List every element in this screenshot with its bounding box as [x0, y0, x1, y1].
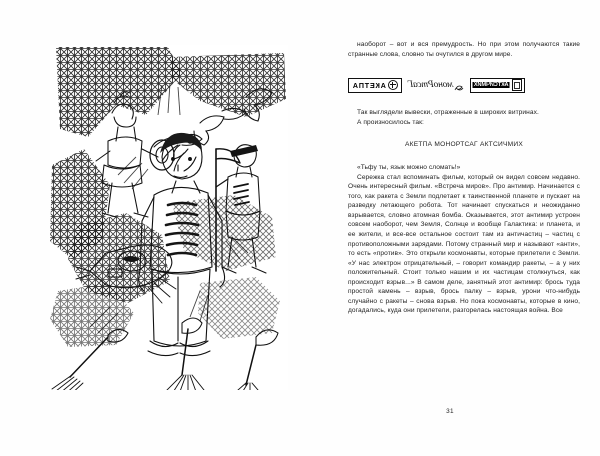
gastronom-sign — [408, 80, 464, 90]
spacer — [348, 95, 580, 108]
spacer — [348, 150, 580, 163]
right-page — [300, 0, 600, 456]
swirl-flourish-icon — [454, 80, 464, 90]
paragraph-pronounced-as: А произносилось так: — [357, 118, 424, 126]
spacer — [348, 127, 580, 140]
himchistka-sign — [470, 78, 525, 93]
himchistka-sign-label: АКТСИЧМИХ — [474, 82, 509, 89]
mirrored-words-line: АКЕТПА МОНОРТСАГ АКТСИЧМИХ — [405, 141, 523, 149]
paragraph-continuation: наоборот – вот и вся премудрость. Но при этом получаются такие странные слова, словно ты очутился в другом мире. — [348, 41, 580, 58]
page-number: 31 — [446, 408, 454, 415]
gastronom-sign-label: моноРтсаГ — [407, 80, 454, 91]
spacer — [348, 59, 580, 75]
text-column — [348, 40, 580, 316]
paragraph-main-story: Сережка стал вспоминать фильм, который он видел совсем недавно. Очень интересный фильм. «Встреча миров». Про антимир. Начинается с того, как ракета с Земли подлетает к таинственной планете и пускает на разведку летающего робота. Тот начинает спускаться и неожиданно взрывается, словно атомная бомба. Оказывается, этот антимир устроен совсем наоборот, чем Земля, Солнце и вообще Галактика: и планета, и ее жители, и все-все остальное состоит там из античастиц – частиц с противоположными зарядами. Потому странный мир и называют «анти», то есть «против». Это открыли космонавты, которые прилетели с Земли. «У нас электрон отрицательный, – говорит командир ракеты, – а у них положительный. Стоит только нашим и их частицам столкнуться, как происходит взрыв...» В самом деле, занятный этот антимир: брось туда простой камень – взрыв, брось палку – взрыв, урони что-нибудь случайно с ракеты – снова взрыв. Но пока космонавты, которые в кино, догадались, куда они прилетели, разгорелась настоящая война. Все — [348, 173, 580, 315]
illustration — [50, 45, 288, 390]
apteka-sign-label: АКЕТПА — [352, 80, 386, 90]
paragraph-signs-caption: Так выглядели вывески, отраженные в широких витринах. — [357, 109, 539, 117]
paragraph-exclamation: «Тьфу ты, язык можно сломать!» — [357, 164, 461, 172]
apteka-sign — [348, 78, 402, 93]
pharmacy-cross-icon — [388, 80, 398, 90]
cube-box-icon — [512, 79, 522, 91]
illustration-artwork — [50, 45, 288, 390]
mirrored-shop-signs — [348, 75, 580, 95]
